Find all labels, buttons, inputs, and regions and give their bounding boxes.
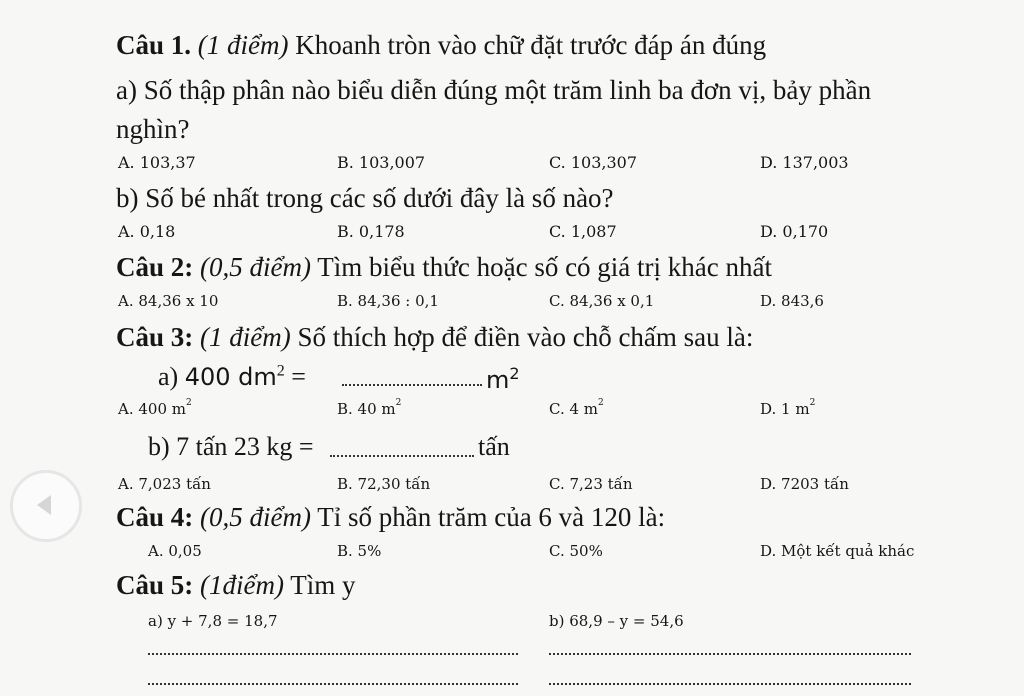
q4-option-d[interactable]: D. Một kết quả khác (760, 542, 915, 560)
q2-label: Câu 2: (116, 252, 194, 282)
q5a-answer-line-1[interactable] (148, 652, 518, 655)
q3b-blank[interactable] (330, 454, 474, 457)
q3a-option-d-text: D. 1 m (760, 400, 810, 418)
q5a-answer-line-2[interactable] (148, 682, 518, 685)
q2-heading (116, 252, 772, 283)
q3a-option-c-text: C. 4 m (549, 400, 599, 418)
q3-label: Câu 3: (116, 322, 194, 352)
q3a-prefix: a) (158, 362, 179, 391)
q3a-option-b-text: B. 40 m (337, 400, 396, 418)
q2-option-d[interactable]: D. 843,6 (760, 292, 824, 310)
q2-option-b[interactable]: B. 84,36 : 0,1 (337, 292, 439, 310)
q2-option-c[interactable]: C. 84,36 x 0,1 (549, 292, 655, 310)
q1a-option-c[interactable]: C. 103,307 (549, 153, 638, 172)
q3a-unit (486, 364, 520, 394)
q3b-unit: tấn (478, 432, 510, 461)
q1a-option-b[interactable]: B. 103,007 (337, 153, 426, 172)
q3a-unit-text: m (486, 366, 510, 394)
q3b-option-a[interactable]: A. 7,023 tấn (118, 475, 211, 493)
q5b-equation: b) 68,9 – y = 54,6 (549, 612, 684, 630)
q1-label: Câu 1. (116, 30, 192, 60)
q3a-option-b[interactable] (337, 400, 401, 418)
q3b-option-b[interactable]: B. 72,30 tấn (337, 475, 431, 493)
q4-points: (0,5 điểm) (200, 502, 311, 532)
q3a-equals: = (284, 362, 306, 391)
q3a-option-c-sup: 2 (598, 398, 604, 408)
q4-option-b[interactable]: B. 5% (337, 542, 382, 560)
q3a-option-d-sup: 2 (809, 398, 816, 408)
q1-points: (1 điểm) (197, 30, 289, 60)
play-back-icon[interactable] (10, 470, 82, 542)
q2-points: (0,5 điểm) (200, 252, 311, 282)
q2-text: Tìm biểu thức hoặc số có giá trị khác nhất (317, 252, 772, 282)
q3b-option-c[interactable]: C. 7,23 tấn (549, 475, 633, 493)
q1a-text-line1: a) Số thập phân nào biểu diễn đúng một trăm linh ba đơn vị, bảy phần (116, 75, 872, 105)
q3a-exp: 2 (276, 362, 285, 380)
q4-option-c[interactable]: C. 50% (549, 542, 603, 560)
q1a-option-a[interactable]: A. 103,37 (118, 153, 196, 172)
q5-points: (1điểm) (200, 570, 284, 600)
q3a-option-a-text: A. 400 m (118, 400, 186, 418)
q1b-option-c[interactable]: C. 1,087 (549, 222, 617, 241)
q1a-option-d[interactable]: D. 137,003 (760, 153, 849, 172)
q3a-option-a-sup: 2 (186, 398, 192, 408)
q1b-option-a[interactable]: A. 0,18 (118, 222, 176, 241)
q1b-option-d[interactable]: D. 0,170 (760, 222, 829, 241)
q1-heading (116, 30, 766, 61)
q4-option-a[interactable]: A. 0,05 (148, 542, 202, 560)
q4-text: Tỉ số phần trăm của 6 và 120 là: (317, 502, 666, 532)
q1a-text-line2: nghìn? (116, 114, 190, 144)
q2-option-a[interactable]: A. 84,36 x 10 (118, 292, 219, 310)
q3a-unit-exp: 2 (509, 364, 520, 383)
q3-heading (116, 322, 753, 353)
q3a-expr: 400 dm (184, 363, 277, 391)
q1-instruction: Khoanh tròn vào chữ đặt trước đáp án đúng (295, 30, 767, 60)
q1b-text: b) Số bé nhất trong các số dưới đây là số nào? (116, 183, 614, 213)
triangle-left-icon (37, 495, 51, 515)
q5b-answer-line-2[interactable] (549, 682, 911, 685)
q5-heading (116, 570, 356, 601)
q5-text: Tìm y (290, 570, 356, 600)
q3-points: (1 điểm) (200, 322, 291, 352)
q3a-option-d[interactable] (760, 400, 815, 418)
q4-heading (116, 502, 665, 533)
q5-label: Câu 5: (116, 570, 194, 600)
q1b-option-b[interactable]: B. 0,178 (337, 222, 405, 241)
q3a-blank[interactable] (342, 383, 482, 386)
q5a-equation: a) y + 7,8 = 18,7 (148, 612, 278, 630)
q4-label: Câu 4: (116, 502, 194, 532)
q3b-expression: b) 7 tấn 23 kg = (148, 432, 314, 461)
q3a-expression (158, 362, 306, 392)
q3a-option-b-sup: 2 (395, 398, 402, 408)
q5b-answer-line-1[interactable] (549, 652, 911, 655)
q3-text: Số thích hợp để điền vào chỗ chấm sau là: (297, 322, 754, 352)
q3b-option-d[interactable]: D. 7203 tấn (760, 475, 849, 493)
q3a-option-c[interactable] (549, 400, 604, 418)
q3a-option-a[interactable] (118, 400, 192, 418)
